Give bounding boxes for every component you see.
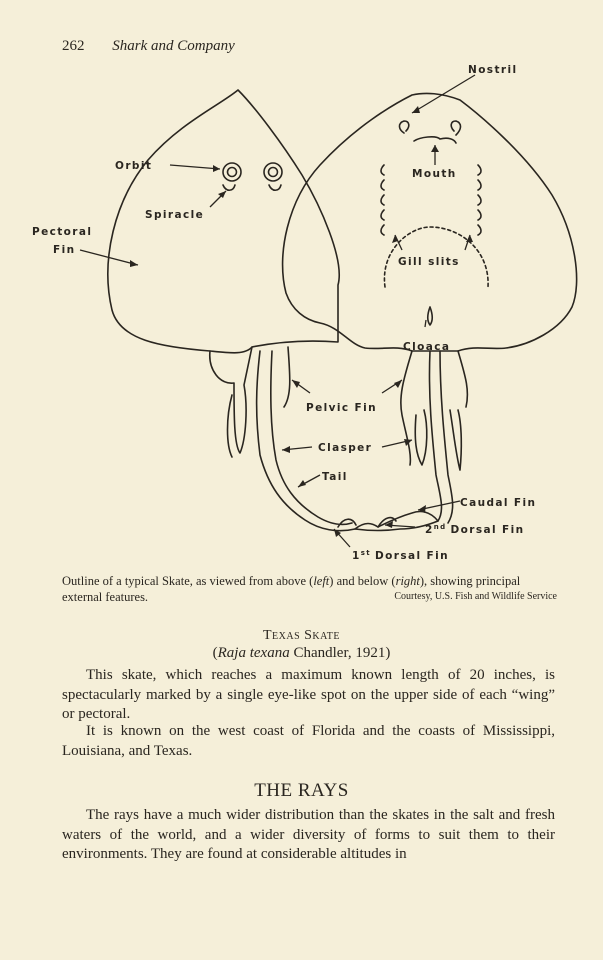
left-spiracle-1 [223, 185, 235, 190]
running-title: Shark and Company [112, 38, 235, 54]
label-cloaca: Cloaca [403, 341, 451, 353]
right-skate-body [283, 93, 577, 351]
section-title: Texas Skate [262, 628, 340, 643]
left-pelvic-right [284, 347, 290, 407]
cloaca [428, 307, 433, 325]
figure-caption: Outline of a typical Skate, as viewed from above (left) and below (right), showing principal external features. Courtesy, U.S. Fish and Wildlife Service [62, 574, 557, 604]
right-clasper-left [415, 410, 427, 465]
paragraph-distribution: It is known on the west coast of Florida and the coasts of Mississippi, Louisiana, and Texas. [62, 723, 555, 759]
left-spiracle-2 [269, 185, 281, 190]
right-clasper-right [450, 410, 461, 470]
rays-heading: THE RAYS [254, 780, 349, 801]
left-tail-inner [271, 351, 352, 524]
label-caudal-fin: Caudal Fin [460, 497, 537, 509]
right-pelvic-left [401, 351, 412, 465]
gill-slits-left [381, 165, 384, 235]
label-clasper: Clasper [318, 442, 373, 454]
figure-credit: Courtesy, U.S. Fish and Wildlife Service [394, 591, 557, 602]
right-pelvic-right [458, 351, 467, 407]
left-skate-body [108, 90, 339, 353]
label-spiracle: Spiracle [145, 209, 205, 221]
skate-diagram [20, 55, 590, 570]
nostril-left [400, 121, 409, 133]
left-clasper-left [228, 395, 233, 457]
page-number: 262 [62, 38, 85, 54]
page-header [62, 38, 235, 55]
label-second-dorsal: 2nd Dorsal Fin [425, 523, 525, 536]
label-nostril: Nostril [468, 64, 518, 76]
label-gill-slits: Gill slits [398, 256, 460, 268]
label-mouth: Mouth [412, 168, 457, 180]
right-tail-inner [440, 351, 453, 523]
skate-figure [20, 55, 590, 570]
paragraph-description: This skate, which reaches a maximum known length of 20 inches, is spectacularly marked by a single eye-like spot on the upper side of each “wing” or pectoral. [62, 667, 555, 722]
left-eye-right [264, 163, 282, 181]
left-eye-left [223, 163, 241, 181]
label-pelvic-fin: Pelvic Fin [306, 402, 377, 414]
paragraph-rays: The rays have a much wider distribution than the skates in the salt and fresh waters of the world, and a wider diversity of forms to suit them to their environments. They are found at considerable altitudes in [62, 807, 555, 862]
nostril-right [451, 121, 460, 135]
label-fin: Fin [53, 244, 76, 256]
gill-slits-right [478, 165, 481, 235]
label-tail: Tail [322, 471, 348, 483]
mouth [414, 137, 456, 143]
label-pectoral: Pectoral [32, 226, 93, 238]
scientific-name: (Raja texana Chandler, 1921) [212, 645, 391, 661]
first-dorsal-fin [338, 519, 356, 527]
label-orbit: Orbit [115, 160, 153, 172]
label-first-dorsal: 1st Dorsal Fin [352, 549, 449, 562]
